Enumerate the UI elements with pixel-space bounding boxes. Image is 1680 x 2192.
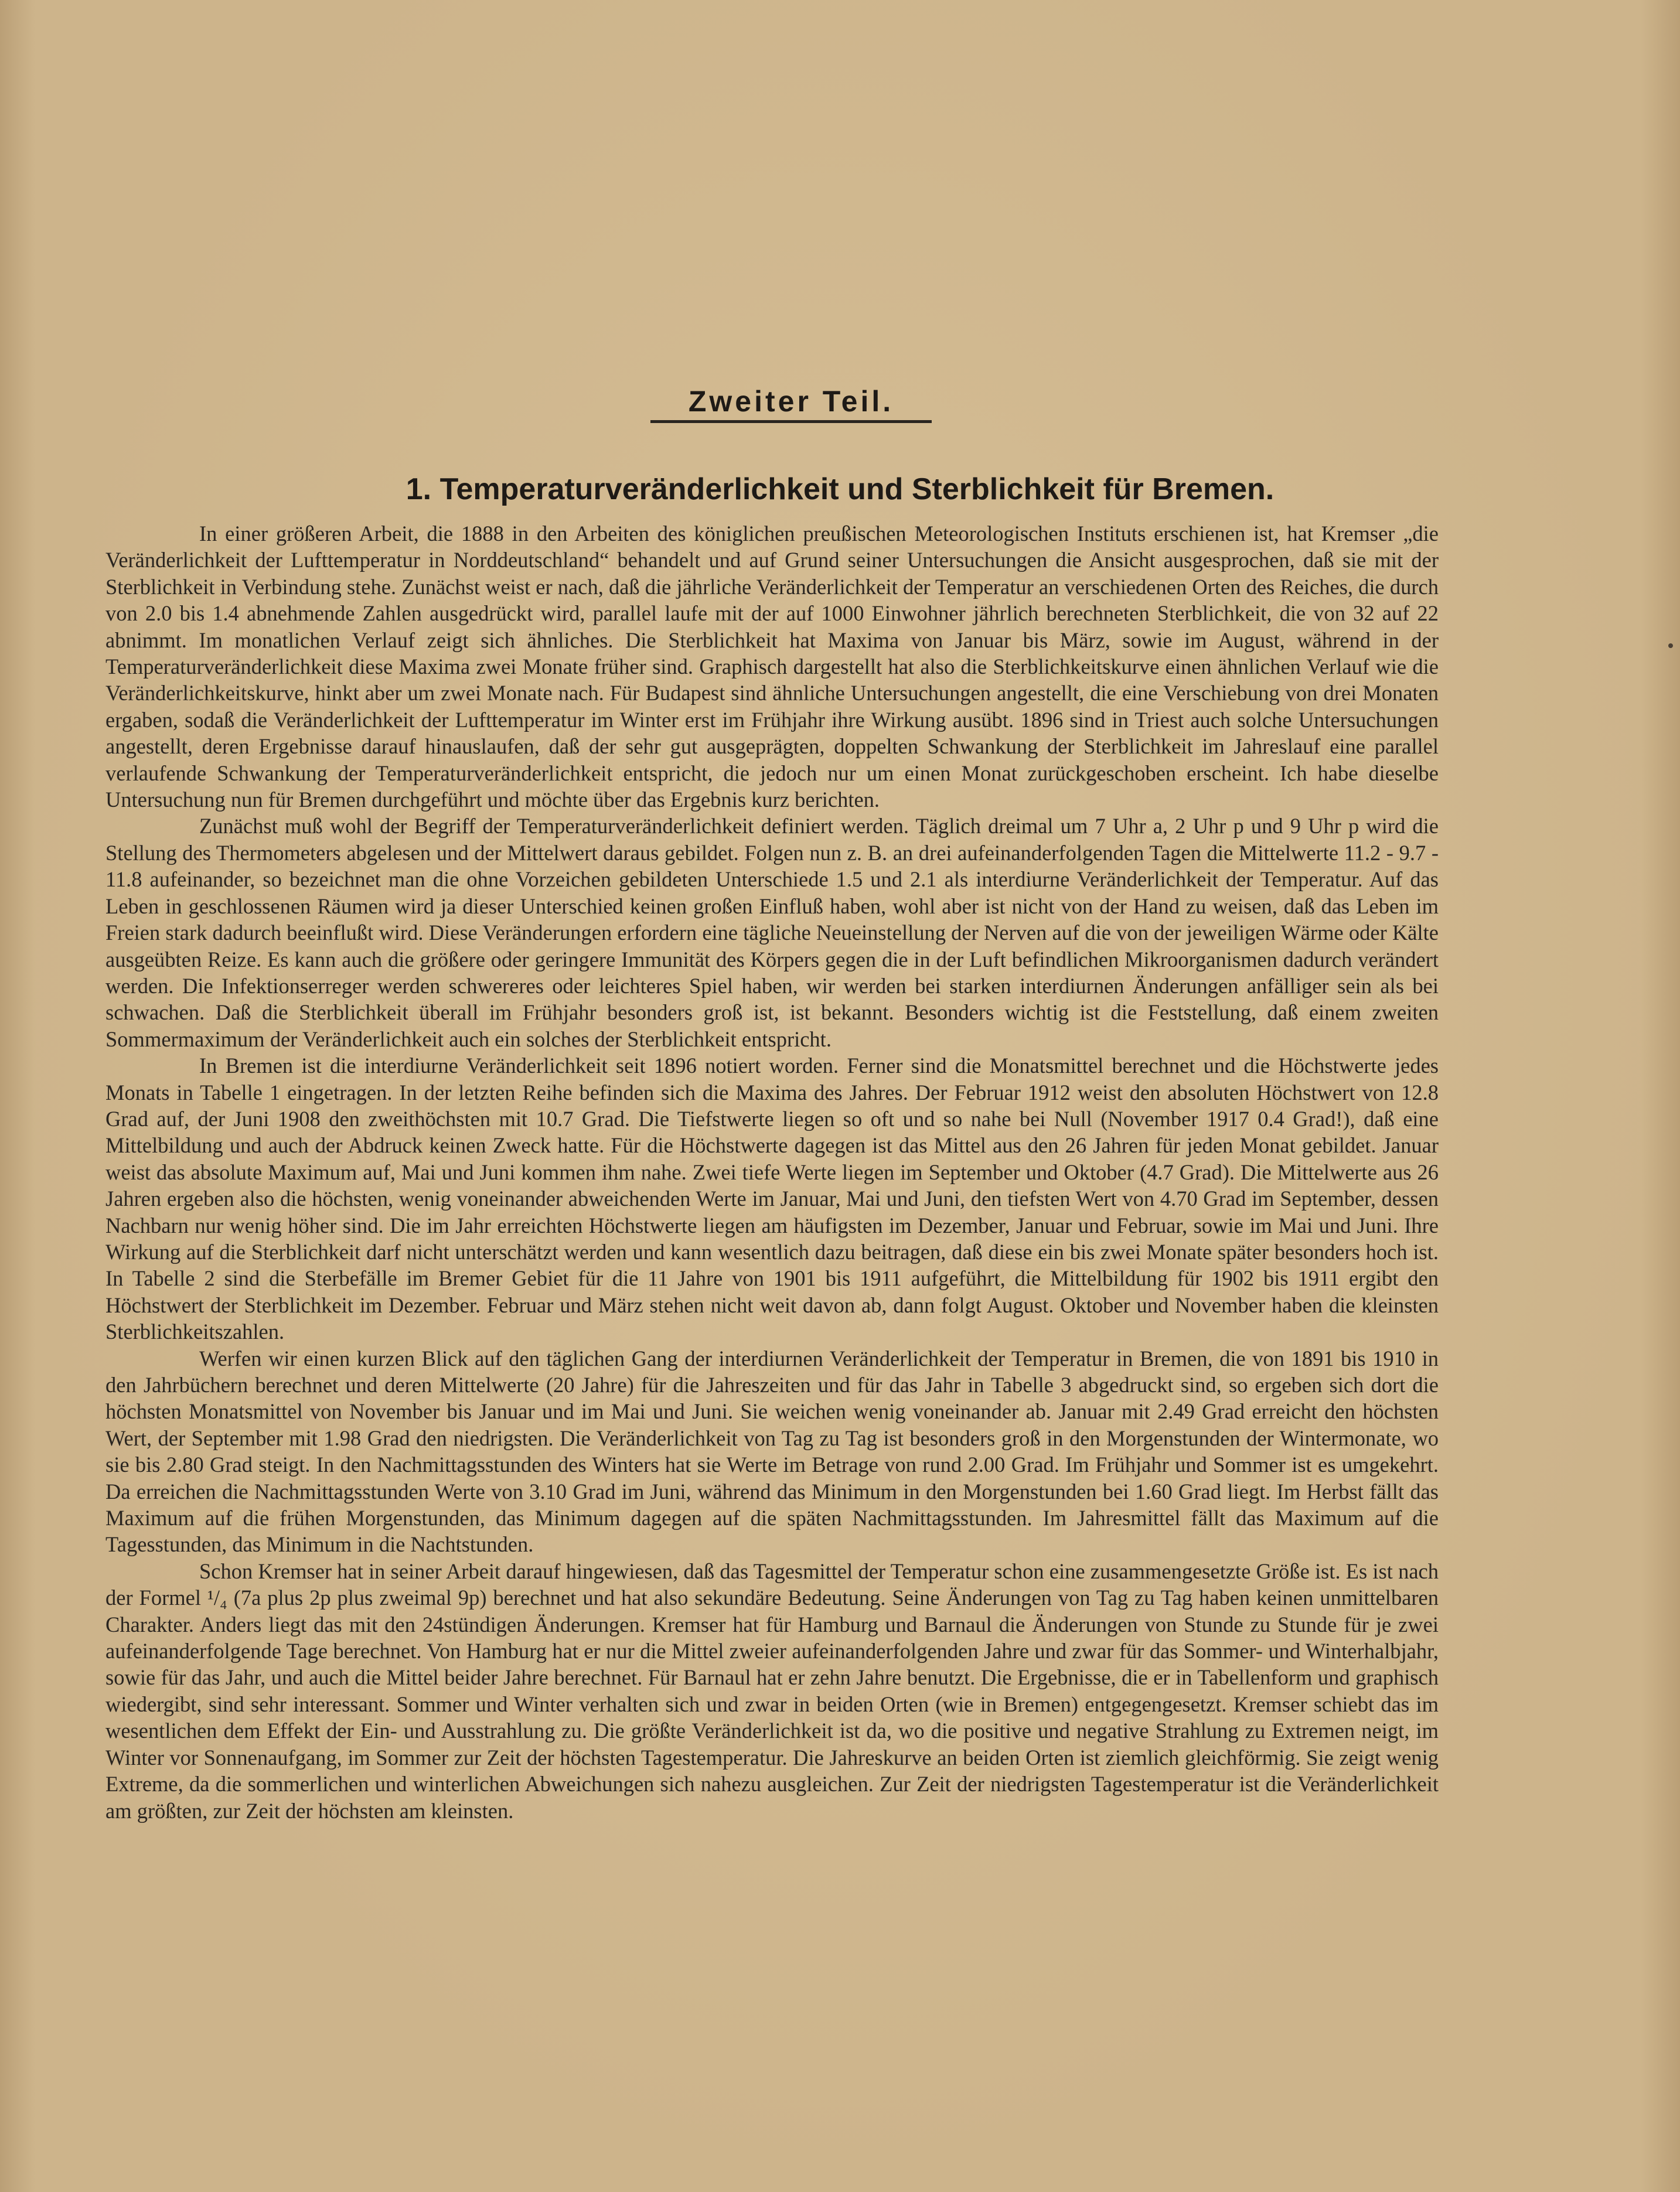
paragraph-3: In Bremen ist die interdiurne Veränderlichkeit seit 1896 notiert worden. Ferner sind die Monatsmittel berechnet und die Höchstwerte jedes Monats in Tabelle 1 eingetragen. In der letzten Reihe befinden sich die Maxima des Jahres. Der Februar 1912 weist den absoluten Höchstwert von 12.8 Grad auf, der Juni 1908 den zweithöchsten mit 10.7 Grad. Die Tiefstwerte liegen so oft und so nahe bei Null (November 1917 0.4 Grad!), daß eine Mittelbildung und auch der Abdruck keinen Zweck hatte. Für die Höchstwerte dagegen ist das Mittel aus den 26 Jahren für jeden Monat gebildet. Januar weist das absolute Maximum auf, Mai und Juni kommen ihm nahe. Zwei tiefe Werte liegen im September und Oktober (4.7 Grad). Die Mittelwerte aus 26 Jahren ergeben also die höchsten, wenig voneinander abweichenden Werte im Januar, Mai und Juni, den tiefsten Wert von 4.70 Grad im September, dessen Nachbarn nur wenig höher sind. Die im Jahr erreichten Höchstwerte liegen am häufigsten im Dezember, Januar und Februar, sowie im Mai und Juni. Ihre Wirkung auf die Sterblichkeit darf nicht unterschätzt werden und kann wesentlich dazu beitragen, daß diese ein bis zwei Monate später besonders hoch ist. In Tabelle 2 sind die Sterbefälle im Bremer Gebiet für die 11 Jahre von 1901 bis 1911 aufgeführt, die Mittelbildung für 1902 bis 1911 ergibt den Höchstwert der Sterblichkeit im Dezember. Februar und März stehen nicht weit davon ab, dann folgt August. Oktober und November haben die kleinsten Sterblichkeitszahlen. [105,1054,1439,1344]
paragraph-2: Zunächst muß wohl der Begriff der Temperaturveränderlichkeit definiert werden. Täglich dreimal um 7 Uhr a, 2 Uhr p und 9 Uhr p wird die Stellung des Thermometers abgelesen und der Mittelwert daraus gebildet. Folgen nun z. B. an drei aufeinanderfolgenden Tagen die Mittelwerte 11.2 - 9.7 - 11.8 aufeinander, so bezeichnet man die ohne Vorzeichen gebildeten Unterschiede 1.5 und 2.1 als interdiurne Veränderlichkeit der Temperatur. Auf das Leben in geschlossenen Räumen wird ja dieser Unterschied keinen großen Einfluß haben, wohl aber ist nicht von der Hand zu weisen, daß das Leben im Freien stark dadurch beeinflußt wird. Diese Veränderungen erfordern eine tägliche Neueinstellung der Nerven auf die von der jeweiligen Wärme oder Kälte ausgeübten Reize. Es kann auch die größere oder geringere Immunität des Körpers gegen die in der Luft befindlichen Mikroorganismen dadurch verändert werden. Die Infektionserreger werden schwereres oder leichteres Spiel haben, wir werden bei starken interdiurnen Änderungen anfälliger sein als bei schwachen. Daß die Sterblichkeit überall im Frühjahr besonders groß ist, ist bekannt. Besonders wichtig ist die Feststellung, daß einem zweiten Sommermaximum der Veränderlichkeit auch ein solches der Sterblichkeit entspricht. [105,814,1439,1051]
section-title: 1. Temperaturveränderlichkeit und Sterblichkeit für Bremen. [405,472,1275,506]
paragraph-4: Werfen wir einen kurzen Blick auf den täglichen Gang der interdiurnen Veränderlichkeit der Temperatur in Bremen, die von 1891 bis 1910 in den Jahrbüchern berechnet und deren Mittelwerte (20 Jahre) für die Jahreszeiten und für das Jahr in Tabelle 3 abgedruckt sind, so ergeben sich dort die höchsten Monatsmittel von November bis Januar und im Mai und Juni. Sie weichen wenig voneinander ab. Januar mit 2.49 Grad erreicht den höchsten Wert, der September mit 1.98 Grad den niedrigsten. Die Veränderlichkeit von Tag zu Tag ist besonders groß in den Morgenstunden der Wintermonate, wo sie bis 2.80 Grad steigt. In den Nachmittagsstunden des Winters hat sie Werte im Betrage von rund 2.00 Grad. Im Frühjahr und Sommer ist es umgekehrt. Da erreichen die Nachmittagsstunden Werte von 3.10 Grad im Juni, während das Minimum in den Morgenstunden bei 1.60 Grad liegt. Im Herbst fällt das Maximum auf die frühen Morgenstunden, das Minimum dagegen auf die späten Nachmittagsstunden. Im Jahresmittel fällt das Maximum auf die Tagesstunden, das Minimum in die Nachtstunden. [105,1346,1439,1557]
body-text [105,520,1439,1824]
paragraph-1: In einer größeren Arbeit, die 1888 in den Arbeiten des königlichen preußischen Meteorologischen Instituts erschienen ist, hat Kremser „die Veränderlichkeit der Lufttemperatur in Norddeutschland“ behandelt und auf Grund seiner Untersuchungen die Ansicht ausgesprochen, daß sie mit der Sterblichkeit in Verbindung stehe. Zunächst weist er nach, daß die jährliche Veränderlichkeit der Temperatur an verschiedenen Orten des Reiches, die durch von 2.0 bis 1.4 abnehmende Zahlen ausgedrückt wird, parallel laufe mit der auf 1000 Einwohner jährlich berechneten Sterblichkeit, die von 32 auf 22 abnimmt. Im monatlichen Verlauf zeigt sich ähnliches. Die Sterblichkeit hat Maxima von Januar bis März, sowie im August, während in der Temperaturveränderlichkeit diese Maxima zwei Monate früher sind. Graphisch dargestellt hat also die Sterblichkeitskurve einen ähnlichen Verlauf wie die Veränderlichkeitskurve, hinkt aber um zwei Monate nach. Für Budapest sind ähnliche Untersuchungen angestellt, die eine Verschiebung von drei Monaten ergaben, sodaß die Veränderlichkeit der Lufttemperatur im Winter erst im Frühjahr ihre Wirkung ausübt. 1896 sind in Triest auch solche Untersuchungen angestellt, deren Ergebnisse darauf hinauslaufen, daß der sehr gut ausgeprägten, doppelten Schwankung der Sterblichkeit im Jahreslauf eine parallel verlaufende Schwankung der Temperaturveränderlichkeit entspricht, die jedoch nur um einen Monat zurückgeschoben erscheint. Ich habe dieselbe Untersuchung nun für Bremen durchgeführt und möchte über das Ergebnis kurz berichten. [105,521,1439,812]
margin-mark [1668,643,1673,648]
part-title: Zweiter Teil. [650,384,932,423]
paragraph-5: Schon Kremser hat in seiner Arbeit darauf hingewiesen, daß das Tagesmittel der Temperatur schon eine zusammengesetzte Größe ist. Es ist nach der Formel ¹/₄ (7a plus 2p plus zweimal 9p) berechnet und hat also sekundäre Bedeutung. Seine Änderungen von Tag zu Tag haben keinen unmittelbaren Charakter. Anders liegt das mit den 24stündigen Änderungen. Kremser hat für Hamburg und Barnaul die Änderungen von Stunde zu Stunde für je zwei aufeinanderfolgende Tage berechnet. Von Hamburg hat er nur die Mittel zweier aufeinanderfolgenden Jahre und zwar für das Sommer- und Winterhalbjahr, sowie für das Jahr, und auch die Mittel beider Jahre berechnet. Für Barnaul hat er zehn Jahre benutzt. Die Ergebnisse, die er in Tabellenform und graphisch wiedergibt, sind sehr interessant. Sommer und Winter verhalten sich und zwar in beiden Orten (wie in Bremen) entgegengesetzt. Kremser schiebt das im wesentlichen dem Effekt der Ein- und Ausstrahlung zu. Die größte Veränderlichkeit ist da, wo die positive und negative Strahlung zu Extremen neigt, im Winter vor Sonnenaufgang, im Sommer zur Zeit der höchsten Tagestemperatur. Die Jahreskurve an beiden Orten ist ziemlich gleichförmig. Sie zeigt wenig Extreme, da die sommerlichen und winterlichen Abweichungen sich nahezu ausgleichen. Zur Zeit der niedrigsten Tagestemperatur ist die Veränderlichkeit am größten, zur Zeit der höchsten am kleinsten. [105,1559,1439,1823]
